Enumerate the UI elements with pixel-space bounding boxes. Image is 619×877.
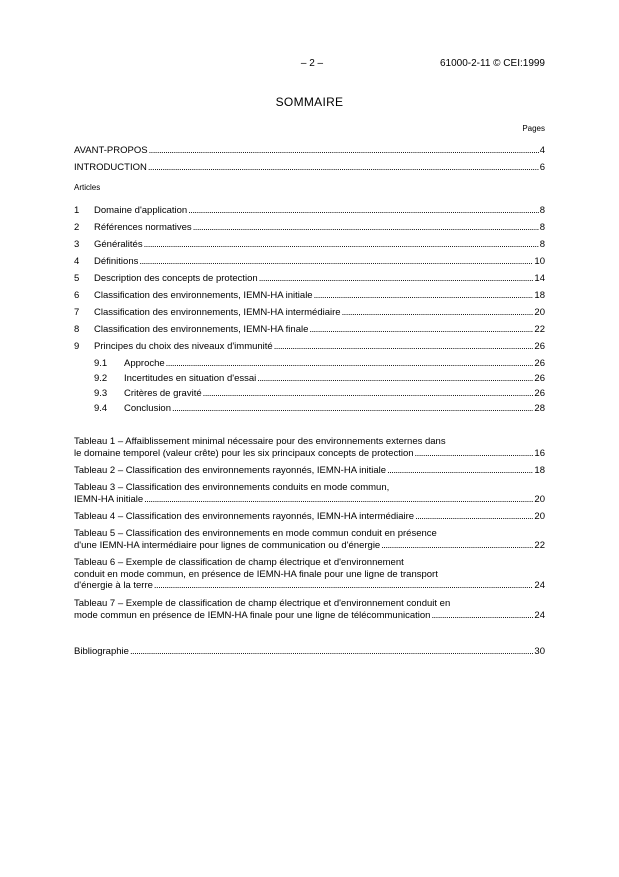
toc-entry-text: INTRODUCTION	[74, 162, 147, 173]
toc-table-page: 20	[534, 511, 545, 522]
toc-article-text: Classification des environnements, IEMN-HA initiale	[94, 290, 313, 301]
toc-article-text: Classification des environnements, IEMN-HA finale	[94, 324, 309, 335]
toc-article-page: 14	[534, 273, 545, 284]
toc-article-number: 8	[74, 324, 80, 335]
toc-article-8[interactable]	[74, 323, 545, 336]
toc-table-text: Tableau 5 – Classification des environnements en mode commun conduit en présence	[74, 528, 437, 539]
dot-leader	[314, 289, 534, 302]
toc-article-3[interactable]	[74, 238, 545, 251]
toc-article-text: Classification des environnements, IEMN-HA intermédiaire	[94, 307, 341, 318]
toc-entry-page: 6	[539, 162, 545, 173]
dot-leader	[381, 540, 533, 552]
toc-table-page: 24	[534, 580, 545, 591]
toc-article-5[interactable]	[74, 272, 545, 285]
toc-article-number: 6	[74, 290, 80, 301]
toc-article-7[interactable]	[74, 306, 545, 319]
dot-leader	[149, 144, 539, 157]
toc-article-9[interactable]	[74, 340, 545, 353]
toc-entry-page: 4	[539, 145, 545, 156]
pages-column-label: Pages	[522, 124, 545, 133]
toc-table-text: mode commun en présence de IEMN-HA finale pour une ligne de télécommunication	[74, 609, 431, 621]
toc-article-text: Description des concepts de protection	[94, 273, 258, 284]
toc-subarticle-text: Approche	[124, 358, 165, 369]
toc-article-text: Généralités	[94, 239, 143, 250]
toc-subarticle-number: 9.3	[94, 388, 108, 399]
toc-subarticle-9-2[interactable]	[94, 372, 545, 385]
dot-leader	[154, 580, 534, 592]
toc-article-text: Références normatives	[94, 222, 192, 233]
toc-article-1[interactable]	[74, 204, 545, 217]
toc-table-text: d'une IEMN-HA intermédiaire pour lignes de communication ou d'énergie	[74, 539, 381, 551]
dot-leader	[188, 204, 539, 217]
page-number: – 2 –	[300, 58, 324, 69]
toc-entry-avant-propos[interactable]	[74, 144, 545, 157]
toc-subarticle-number: 9.1	[94, 358, 108, 369]
toc-subarticle-text: Incertitudes en situation d'essai	[124, 373, 257, 384]
toc-article-number: 3	[74, 239, 80, 250]
toc-table-text: Tableau 2 – Classification des environnements rayonnés, IEMN-HA initiale	[74, 465, 387, 476]
dot-leader	[139, 255, 533, 268]
toc-table-text: d'énergie à la terre	[74, 580, 153, 591]
dot-leader	[415, 448, 534, 460]
toc-table-text: Tableau 1 – Affaiblissement minimal nécessaire pour des environnements externes dans	[74, 436, 446, 447]
toc-subarticle-page: 28	[534, 403, 545, 414]
dot-leader	[144, 238, 539, 251]
toc-table-4[interactable]	[74, 511, 545, 523]
toc-article-page: 8	[539, 222, 545, 233]
document-reference: 61000-2-11 © CEI:1999	[439, 58, 545, 69]
toc-subarticle-number: 9.2	[94, 373, 108, 384]
toc-subarticle-page: 26	[534, 358, 545, 369]
toc-table-page: 24	[534, 609, 545, 621]
toc-table-text: Tableau 3 – Classification des environnements conduits en mode commun,	[74, 482, 390, 493]
toc-table-page: 18	[534, 465, 545, 476]
toc-article-page: 18	[534, 290, 545, 301]
toc-article-page: 20	[534, 307, 545, 318]
toc-table-5[interactable]	[74, 528, 545, 551]
toc-table-3[interactable]	[74, 482, 545, 505]
dot-leader	[342, 306, 534, 319]
toc-table-1[interactable]	[74, 436, 545, 459]
toc-table-page: 16	[534, 447, 545, 459]
dot-leader	[193, 221, 539, 234]
toc-entry-page: 30	[534, 646, 545, 657]
toc-table-text: Tableau 4 – Classification des environnements rayonnés, IEMN-HA intermédiaire	[74, 511, 415, 522]
toc-article-page: 8	[539, 239, 545, 250]
toc-entry-bibliographie[interactable]	[74, 645, 545, 658]
dot-leader	[415, 511, 533, 523]
page-title: SOMMAIRE	[275, 95, 344, 109]
toc-subarticle-text: Critères de gravité	[124, 388, 202, 399]
toc-table-text: Tableau 7 – Exemple de classification de champ électrique et d'environnement conduit en	[74, 598, 451, 609]
toc-entry-text: AVANT-PROPOS	[74, 145, 148, 156]
dot-leader	[203, 387, 534, 400]
toc-article-4[interactable]	[74, 255, 545, 268]
dot-leader	[274, 340, 534, 353]
toc-article-number: 7	[74, 307, 80, 318]
dot-leader	[431, 610, 533, 622]
dot-leader	[148, 161, 539, 174]
toc-article-text: Domaine d'application	[94, 205, 188, 216]
dot-leader	[166, 357, 534, 370]
toc-table-page: 22	[534, 539, 545, 551]
toc-article-page: 10	[534, 256, 545, 267]
toc-table-text: Tableau 6 – Exemple de classification de champ électrique et d'environnement	[74, 557, 404, 568]
articles-label: Articles	[74, 183, 101, 192]
toc-entry-introduction[interactable]	[74, 161, 545, 174]
toc-article-2[interactable]	[74, 221, 545, 234]
toc-article-number: 5	[74, 273, 80, 284]
toc-article-text: Principes du choix des niveaux d'immunité	[94, 341, 273, 352]
toc-table-2[interactable]	[74, 465, 545, 477]
dot-leader	[130, 645, 533, 658]
dot-leader	[144, 494, 533, 506]
toc-subarticle-9-1[interactable]	[94, 357, 545, 370]
toc-table-text: conduit en mode commun, en présence de IEMN-HA finale pour une ligne de transport	[74, 568, 438, 580]
toc-entry-text: Bibliographie	[74, 646, 129, 657]
toc-subarticle-page: 26	[534, 373, 545, 384]
toc-article-number: 2	[74, 222, 80, 233]
toc-table-text: le domaine temporel (valeur crête) pour les six principaux concepts de protection	[74, 447, 414, 459]
dot-leader	[309, 323, 533, 336]
toc-subarticle-page: 26	[534, 388, 545, 399]
toc-subarticle-number: 9.4	[94, 403, 108, 414]
toc-subarticle-9-4[interactable]	[94, 402, 545, 415]
toc-table-text: IEMN-HA initiale	[74, 493, 144, 505]
toc-article-6[interactable]	[74, 289, 545, 302]
toc-table-page: 20	[534, 493, 545, 505]
dot-leader	[387, 465, 533, 477]
toc-article-page: 26	[534, 341, 545, 352]
toc-subarticle-9-3[interactable]	[94, 387, 545, 400]
toc-article-page: 8	[539, 205, 545, 216]
dot-leader	[259, 272, 534, 285]
toc-subarticle-text: Conclusion	[124, 403, 171, 414]
toc-article-number: 4	[74, 256, 80, 267]
dot-leader	[172, 402, 533, 415]
toc-table-7[interactable]	[74, 598, 545, 621]
toc-article-text: Définitions	[94, 256, 139, 267]
toc-article-number: 1	[74, 205, 80, 216]
toc-article-page: 22	[534, 324, 545, 335]
dot-leader	[257, 372, 533, 385]
toc-table-6[interactable]	[74, 557, 545, 592]
toc-article-number: 9	[74, 341, 80, 352]
